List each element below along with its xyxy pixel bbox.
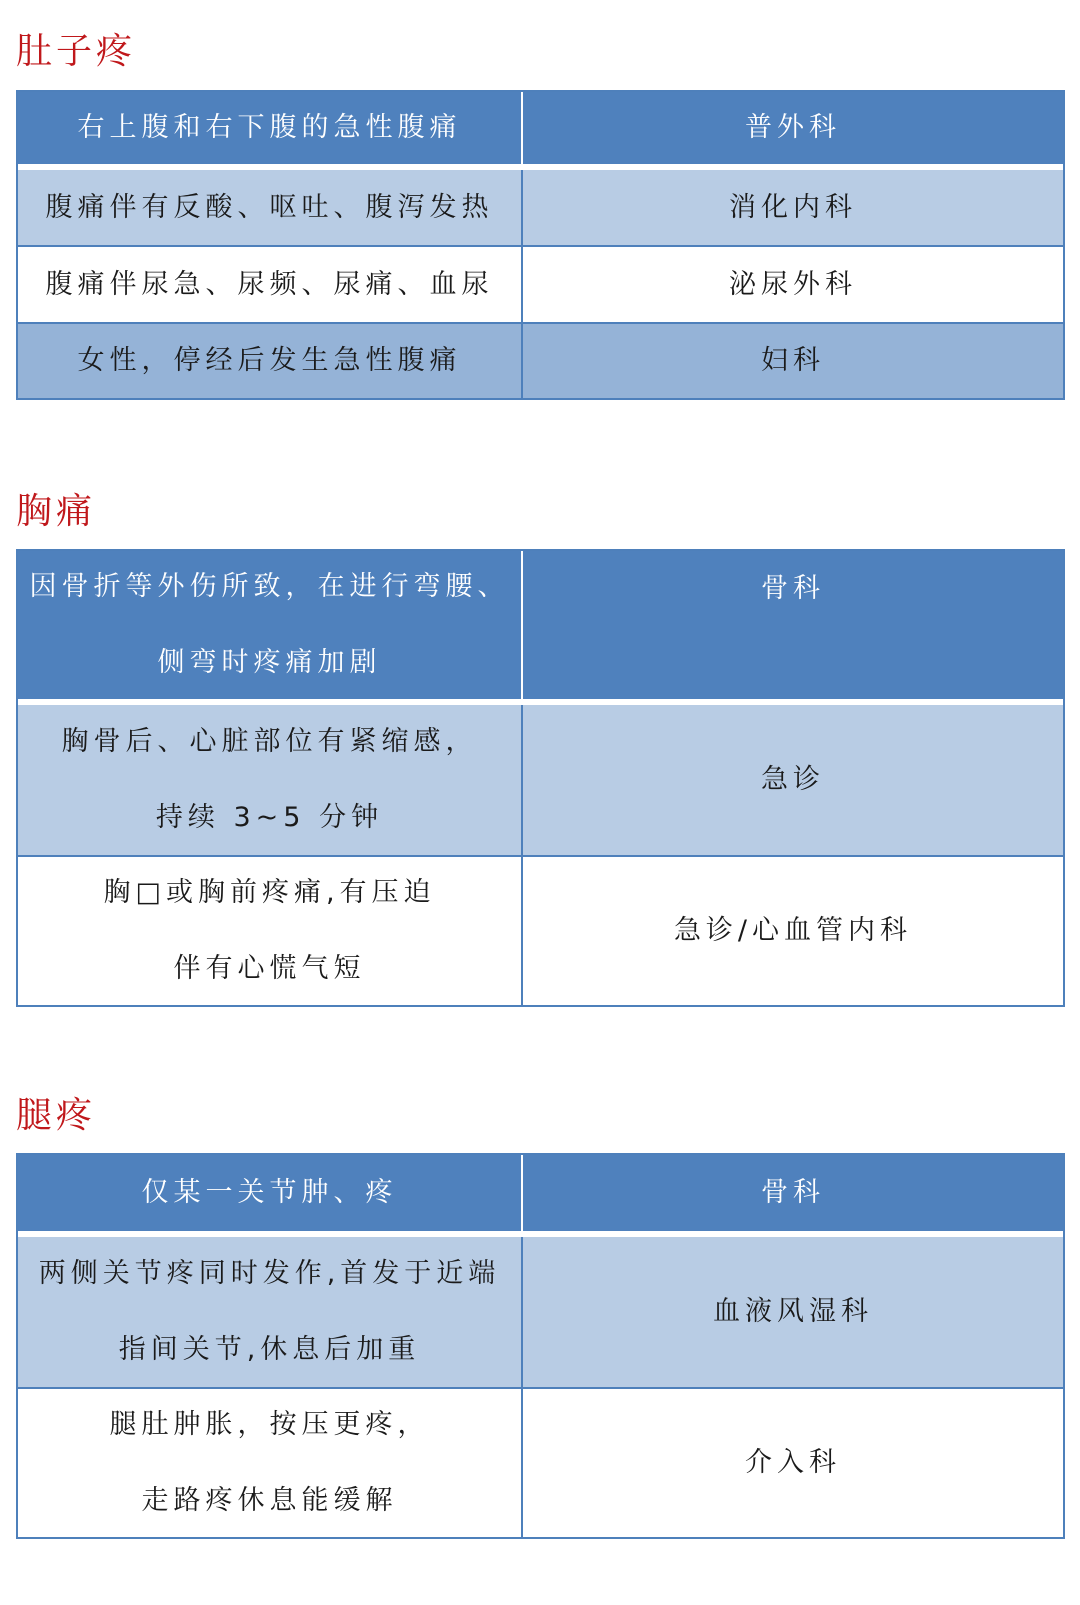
department-cell: 泌尿外科 [729,268,857,300]
table-row [18,92,1063,170]
table-chest-pain [16,549,1065,1007]
symptom-line: 因骨折等外伤所致，在进行弯腰、 [29,571,510,602]
department-cell: 妇科 [761,345,825,376]
symptom-line: 腿肚肿胀，按压更疼， [109,1409,430,1440]
department-cell: 介入科 [745,1447,841,1478]
symptom-cell [18,705,523,855]
table-row [18,1387,1063,1537]
symptom-line: 两侧关节疼同时发作,首发于近端 [38,1258,501,1289]
department-cell: 急诊 [761,764,825,795]
table-row [18,705,1063,855]
table-row [18,170,1063,245]
table-row [18,322,1063,398]
symptom-line: 侧弯时疼痛加剧 [157,647,382,678]
table-row [18,1155,1063,1237]
section-title-leg: 腿疼 [16,1095,97,1136]
symptom-line: 胸骨后、心脏部位有紧缩感， [61,726,478,757]
department-cell: 消化内科 [729,191,857,223]
symptom-cell: 仅某一关节肿、疼 [18,1155,523,1231]
symptom-cell [18,857,523,1005]
symptom-cell [18,1389,523,1537]
symptom-cell: 腹痛伴有反酸、呕吐、腹泻发热 [18,170,523,245]
section-title-chest: 胸痛 [16,491,97,532]
symptom-cell [18,1237,523,1387]
department-cell: 急诊/心血管内科 [673,915,913,946]
table-row [18,245,1063,322]
symptom-cell: 女性，停经后发生急性腹痛 [18,324,523,398]
table-leg-pain [16,1153,1065,1539]
department-cell: 血液风湿科 [713,1296,873,1327]
symptom-cell: 腹痛伴尿急、尿频、尿痛、血尿 [18,247,523,322]
section-title-stomach: 肚子疼 [16,31,137,72]
symptom-line: 胸□或胸前疼痛,有压迫 [103,877,436,908]
department-cell: 骨科 [761,1177,825,1208]
symptom-cell: 右上腹和右下腹的急性腹痛 [18,92,523,164]
table-row [18,855,1063,1005]
table-row [18,1237,1063,1387]
symptom-line: 指间关节,休息后加重 [118,1334,421,1365]
symptom-cell [18,551,523,699]
symptom-line: 走路疼休息能缓解 [141,1485,398,1516]
table-stomach-pain [16,90,1065,400]
department-cell: 普外科 [745,112,841,143]
symptom-line: 持续 3~5 分钟 [155,802,384,833]
symptom-line: 伴有心慌气短 [173,953,366,984]
table-row [18,551,1063,705]
department-cell: 骨科 [761,573,825,604]
